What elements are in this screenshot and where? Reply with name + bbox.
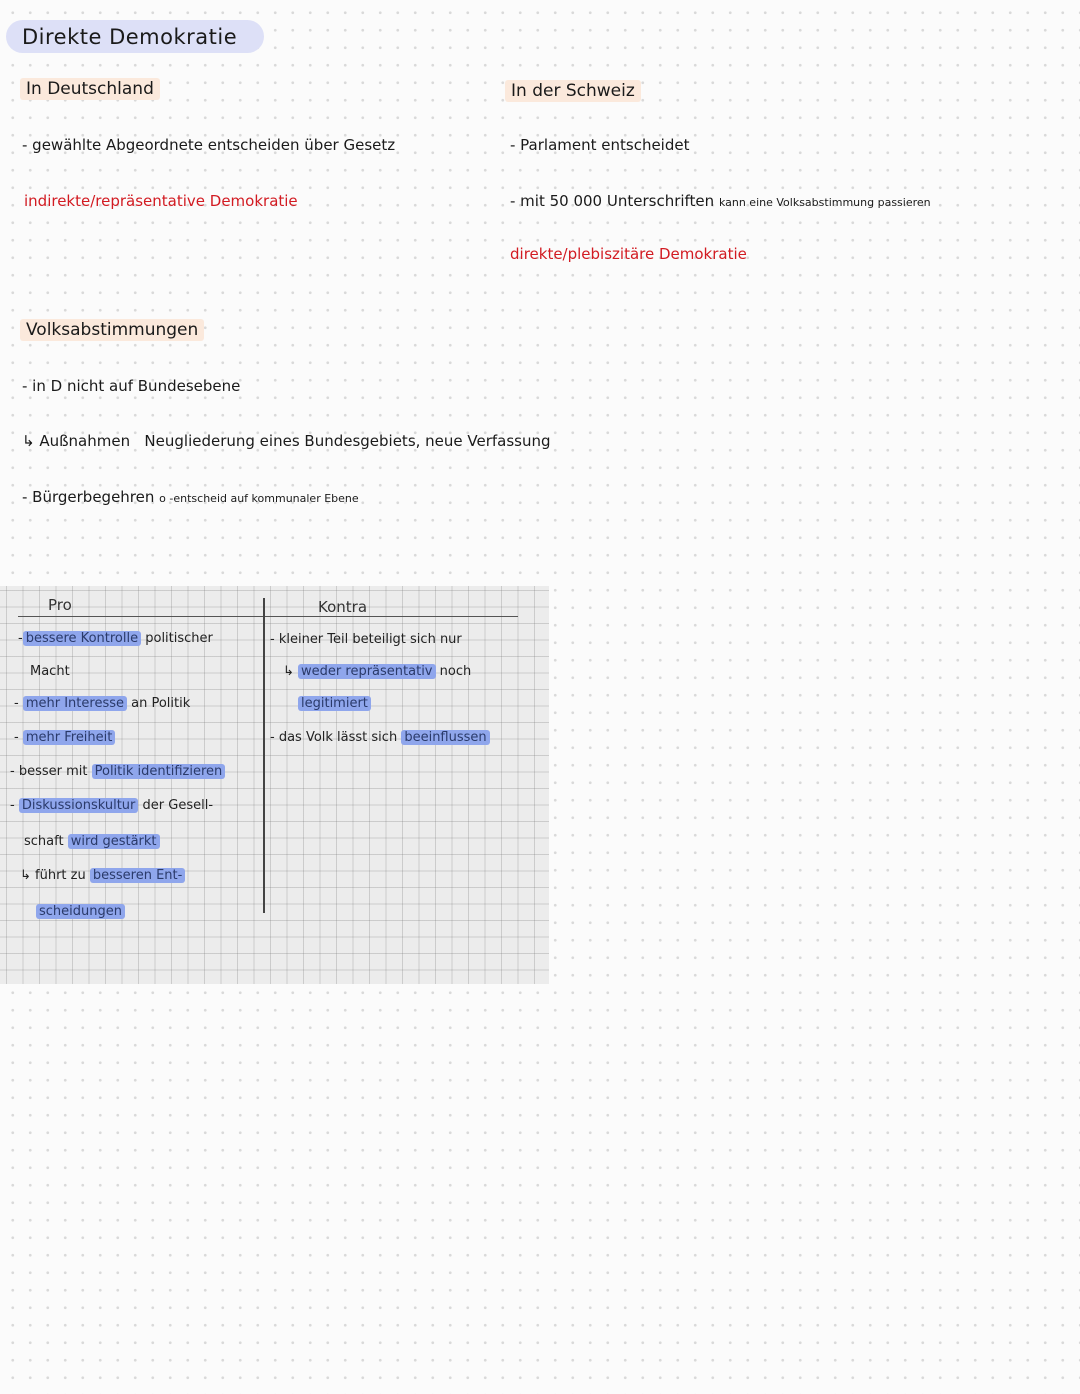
kontra-arrow: ↳	[283, 664, 294, 679]
kontra-item-1-cont-highlight: legitimiert	[298, 696, 371, 711]
pro-item-1-cont: Macht	[30, 664, 70, 679]
pro-item-5-rest: der Gesell-	[142, 798, 214, 813]
pro-item-4-lead: - besser mit	[10, 764, 88, 779]
kontra-header: Kontra	[318, 598, 368, 616]
pro-item-6-highlight: besseren Ent-	[90, 868, 185, 883]
switzerland-point-2-main: - mit 50 000 Unterschriften	[510, 192, 715, 210]
pro-item-6-lead: ↳ führt zu	[20, 868, 86, 883]
kontra-item-2	[270, 730, 490, 745]
switzerland-point-2	[510, 192, 931, 210]
pro-item-1-dash: -	[18, 631, 23, 646]
pro-item-2	[14, 696, 190, 711]
citizen-initiative-rest: o -entscheid auf kommunaler Ebene	[159, 492, 359, 505]
pro-item-5	[10, 798, 213, 813]
pro-item-1-highlight: bessere Kontrolle	[23, 631, 141, 646]
table-divider-line	[263, 598, 265, 913]
switzerland-democracy-type: direkte/plebiszitäre Demokratie	[510, 245, 747, 263]
pro-item-1-rest: politischer	[145, 631, 213, 646]
pro-item-5-cont-lead: schaft	[24, 834, 64, 849]
pro-item-2-highlight: mehr Interesse	[23, 696, 127, 711]
switzerland-point-1: - Parlament entscheidet	[510, 136, 690, 154]
pro-item-5-dash: -	[10, 798, 15, 813]
pro-item-4	[10, 764, 225, 779]
germany-header	[20, 79, 160, 99]
referendums-header	[20, 320, 204, 340]
kontra-item-1-sub	[283, 664, 471, 679]
kontra-item-1: - kleiner Teil beteiligt sich nur	[270, 632, 462, 647]
pro-item-3-dash: -	[14, 730, 19, 745]
table-header-line	[18, 616, 518, 617]
kontra-item-2-highlight: beeinflussen	[401, 730, 489, 745]
referendums-line-2	[22, 432, 551, 450]
pro-item-3-highlight: mehr Freiheit	[23, 730, 116, 745]
switzerland-header-label: In der Schweiz	[505, 80, 641, 102]
germany-header-label: In Deutschland	[20, 78, 160, 100]
switzerland-header	[505, 81, 641, 101]
citizen-initiative-label: - Bürgerbegehren	[22, 488, 155, 506]
pro-item-5-highlight: Diskussionskultur	[19, 798, 139, 813]
pro-contra-table	[0, 586, 549, 984]
pro-header: Pro	[48, 596, 72, 614]
kontra-item-2-lead: - das Volk lässt sich	[270, 730, 398, 745]
referendums-line-3	[22, 488, 359, 506]
pro-item-6-cont	[36, 904, 125, 919]
pro-item-5-cont	[24, 834, 160, 849]
pro-item-5-cont-highlight: wird gestärkt	[68, 834, 160, 849]
referendums-line-1: - in D nicht auf Bundesebene	[22, 377, 241, 395]
referendums-header-label: Volksabstimmungen	[20, 319, 204, 341]
germany-democracy-type: indirekte/repräsentative Demokratie	[24, 192, 298, 210]
pro-item-6-cont-highlight: scheidungen	[36, 904, 125, 919]
pro-item-6	[20, 868, 185, 883]
switzerland-point-2-rest: kann eine Volksabstimmung passieren	[718, 196, 931, 209]
germany-point: - gewählte Abgeordnete entscheiden über Gesetz	[22, 136, 396, 154]
page-title: Direkte Demokratie	[22, 25, 238, 49]
pro-item-2-rest: an Politik	[131, 696, 191, 711]
pro-item-4-highlight: Politik identifizieren	[92, 764, 226, 779]
exceptions-text: Neugliederung eines Bundesgebiets, neue Verfassung	[144, 432, 551, 450]
kontra-item-1-rest: noch	[439, 664, 472, 679]
pro-item-3	[14, 730, 115, 745]
kontra-item-1-highlight: weder repräsentativ	[298, 664, 435, 679]
pro-item-2-dash: -	[14, 696, 19, 711]
kontra-item-1-cont	[298, 696, 371, 711]
pro-item-1	[18, 631, 213, 646]
exceptions-label: ↳ Außnahmen	[22, 432, 131, 450]
